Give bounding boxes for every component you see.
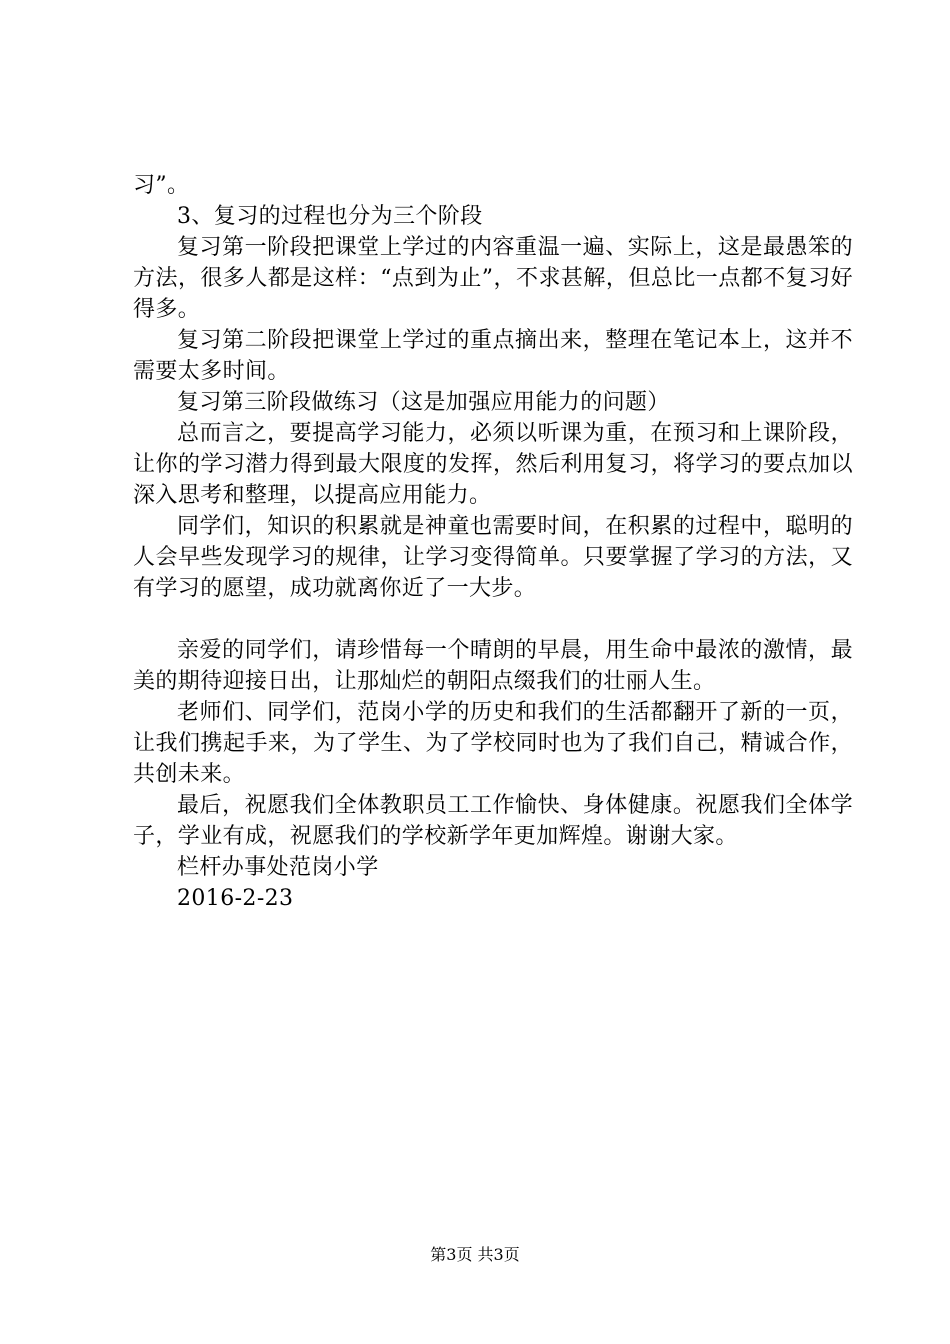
paragraph-review-stage-1: 复习第一阶段把课堂上学过的内容重温一遍、实际上，这是最愚笨的方法，很多人都是这样：“点到为止”，不求甚解，但总比一点都不复习好得多。 bbox=[133, 235, 853, 322]
paragraph-section-heading: 3、复习的过程也分为三个阶段 bbox=[177, 204, 483, 229]
paragraph-closing-wishes: 最后，祝愿我们全体教职员工工作愉快、身体健康。祝愿我们全体学子，学业有成，祝愿我们的学校新学年更加辉煌。谢谢大家。 bbox=[133, 793, 853, 849]
page-footer: 第3页 共3页 bbox=[430, 1245, 520, 1264]
paragraph-spacer bbox=[133, 604, 853, 635]
document-body bbox=[133, 170, 853, 914]
paragraph-review-stage-2: 复习第二阶段把课堂上学过的重点摘出来，整理在笔记本上，这并不需要太多时间。 bbox=[133, 328, 853, 384]
signature-date: 2016-2-23 bbox=[177, 886, 294, 911]
paragraph-review-stage-3: 复习第三阶段做练习（这是加强应用能力的问题） bbox=[177, 390, 670, 415]
paragraph-teachers: 老师们、同学们，范岗小学的历史和我们的生活都翻开了新的一页，让我们携起手来，为了学生、为了学校同时也为了我们自己，精诚合作，共创未来。 bbox=[133, 700, 853, 787]
signature-organization: 栏杆办事处范岗小学 bbox=[177, 855, 379, 880]
paragraph-students: 亲爱的同学们，请珍惜每一个晴朗的早晨，用生命中最浓的激情，最美的期待迎接日出，让那灿烂的朝阳点缀我们的壮丽人生。 bbox=[133, 638, 853, 694]
paragraph-knowledge: 同学们，知识的积累就是神童也需要时间，在积累的过程中，聪明的人会早些发现学习的规律，让学习变得简单。只要掌握了学习的方法，又有学习的愿望，成功就离你近了一大步。 bbox=[133, 514, 853, 601]
paragraph-continuation: 习”。 bbox=[133, 173, 190, 198]
paragraph-summary: 总而言之，要提高学习能力，必须以听课为重，在预习和上课阶段，让你的学习潜力得到最大限度的发挥，然后利用复习，将学习的要点加以深入思考和整理，以提高应用能力。 bbox=[133, 421, 853, 508]
